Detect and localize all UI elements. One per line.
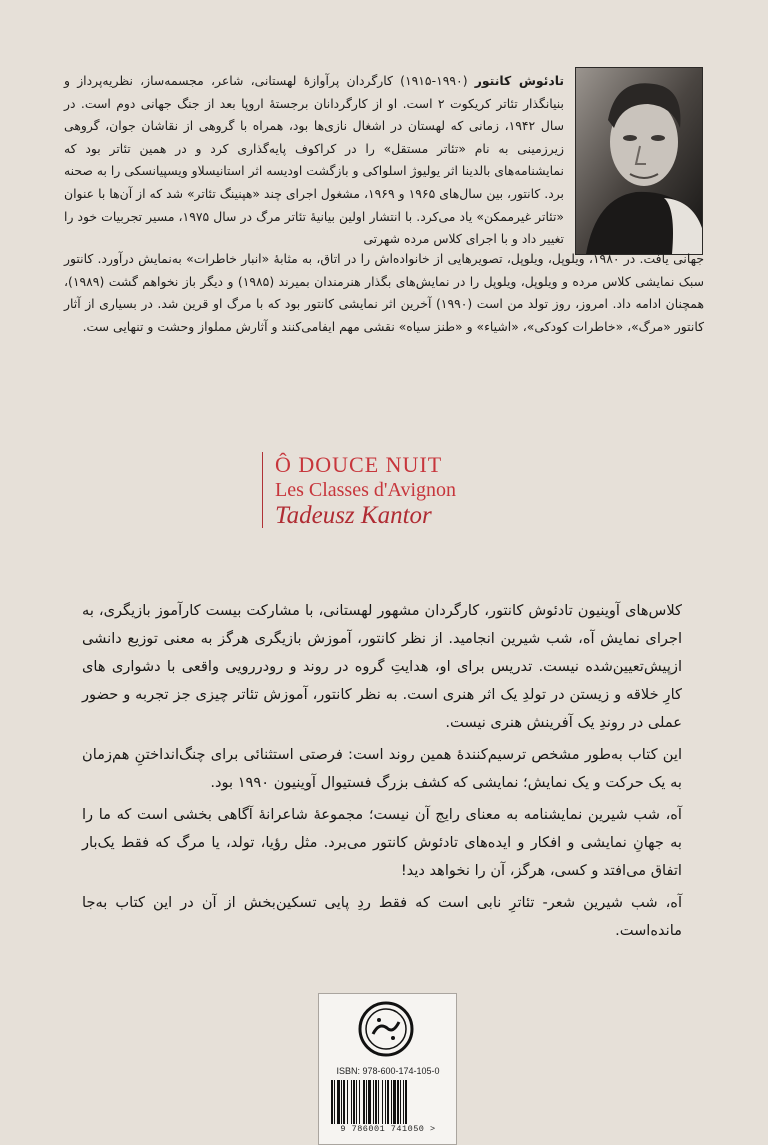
barcode-bar [405, 1080, 407, 1124]
description-paragraph-3: آه، شب شیرین نمایشنامه به معنای رایج آن نیست؛ مجموعهٔ شاعرانهٔ آگاهی بخشی است که ما را به جهانِ نمایشی و افکار و ایده‌های تادئوش کانتور می‌برد. مثل رؤیا، تولد، یا مرگ که فقط یک‌بار اتفاق می‌افتد و کسی، هرگز، آن را نخواهد دید! [82, 806, 682, 879]
barcode-bar [356, 1080, 357, 1124]
barcode-bar [400, 1080, 401, 1124]
barcode-panel [318, 993, 457, 1145]
author-bio-continuation: جهانی یافت. در ۱۹۸۰، ویلوپل، ویلوپل، تصویرهایی از خانواده‌اش را در اتاق، به مثابهٔ «انبار خاطرات» به‌نمایش درآورد. کانتور سبک نمایشی کلاس مرده و ویلوپل، ویلوپل را در نمایش‌های بگذار هنرمندان بمیرند (۱۹۸۵) و دیگر باز نخواهم گشت (۱۹۸۹)، همچنان ادامه داد. امروز، روز تولد من است (۱۹۹۰) آخرین اثر نمایشی کانتور بود که با مرگ او قرین شد. در بسیاری از آثار کانتور «مرگ»، «خاطرات کودکی»، «اشیاء» و «طنز سیاه» نقشی مهم ایفامی‌کنند و آثارش مملواز وحشت و تنهایی‌ ست. [64, 251, 705, 334]
barcode-bar [343, 1080, 345, 1124]
author-name: تادئوش کانتور [474, 73, 564, 88]
barcode-bar [363, 1080, 365, 1124]
barcode-bar [397, 1080, 399, 1124]
book-description [82, 597, 682, 949]
author-bio-top [64, 70, 564, 251]
description-paragraph-2: این کتاب به‌طور مشخص ترسیم‌کنندهٔ همین روند است: فرصتی استثنائی برای چنگ‌انداختنِ هم‌زمان به یک حرکت و یک نمایش؛ نمایشی که کشف بزرگ فستیوال آوینیون ۱۹۹۰ بود. [82, 746, 682, 791]
barcode-bar [368, 1080, 371, 1124]
book-subtitle: Les Classes d'Avignon [275, 479, 456, 501]
barcode-bar [391, 1080, 392, 1124]
barcode-bar [393, 1080, 396, 1124]
barcode-bar [337, 1080, 340, 1124]
author-photo [575, 67, 703, 255]
barcode-bar [359, 1080, 360, 1124]
author-bio-text: (۱۹۹۰-۱۹۱۵) کارگردان پرآوازهٔ لهستانی، شاعر، مجسمه‌ساز، نظریه‌پرداز و بنیانگذار تئاتر کریکوت ۲ است. او از کارگردانان برجستهٔ اروپا بعد از جنگ جهانی دوم است. در سال ۱۹۴۲، زمانی که لهستان در اشغال نازی‌ها بود، همراه با گروهی از نقاشان جوان، گروهی زیرزمینی به نام «تئاتر مستقل» را در کراکوف پایه‌گذاری کرد و در همین تئاتر بود که نمایشنامه‌های بالدینا اثر یولیوژ اسلواکی و بازگشت اودیسه اثر استانیسلاو ویسپیانسکی را به صحنه برد. کانتور، بین سال‌های ۱۹۶۵ و ۱۹۶۹، مشغول اجرای چند «هپنینگ تئاتر» شد که از آن‌ها با عنوان «تئاتر غیرممکن» یاد می‌کرد. با انتشار اولین بیانیهٔ تئاتر مرگ در سال ۱۹۷۵، مسیر تجربیات خود را تغییر داد و با اجرای کلاس مرده شهرتی [64, 73, 564, 247]
author-portrait-image [576, 68, 702, 254]
barcode-bar [351, 1080, 352, 1124]
description-paragraph-1: کلاس‌های آوینیون تادئوش کانتور، کارگردان مشهور لهستانی، با مشارکت بیست کارآموز بازیگری، به اجرای نمایش آه، شب شیرین انجامید. از نظر کانتور، آموزش بازیگری هرگز به معنی توزیع دانشی ازپیش‌تعیین‌شده نیست. تدریس برای او، هدایتِ گروه در روند و رودررویی واقعی با دشواری های کارِ خلاقه و زیستن در تولدِ یک اثر هنری است. به نظر کانتور، آموزش تئاتر چیزی جز تجربه و حضور عملی در روندِ یک آفرینش هنری نیست. [82, 602, 682, 731]
book-title-block [262, 452, 525, 528]
barcode-bar [353, 1080, 355, 1124]
book-author: Tadeusz Kantor [275, 502, 432, 529]
barcode-bar [387, 1080, 389, 1124]
barcode-bar [385, 1080, 386, 1124]
barcode-bar [373, 1080, 374, 1124]
book-title: Ô DOUCE NUIT [275, 452, 443, 477]
publisher-logo-icon [357, 1000, 415, 1058]
barcode-bar [403, 1080, 404, 1124]
barcode-bar [375, 1080, 377, 1124]
barcode-bar [331, 1080, 333, 1124]
barcode-bar [341, 1080, 342, 1124]
barcode-bar [366, 1080, 367, 1124]
barcode-digits: 9 786001 741050 > [340, 1124, 436, 1134]
barcode-bar [378, 1080, 379, 1124]
description-paragraph-4: آه، شب شیرین شعر- تئاترِ نابی است که فقط ردِ پایی تسکین‌بخش از آن در این کتاب به‌جا مانده‌است. [82, 894, 682, 939]
barcode-bar [347, 1080, 348, 1124]
isbn-text: ISBN: 978-600-174-105-0 [336, 1066, 440, 1076]
barcode-bars [329, 1080, 447, 1124]
barcode-bar [334, 1080, 335, 1124]
barcode-bar [382, 1080, 383, 1124]
